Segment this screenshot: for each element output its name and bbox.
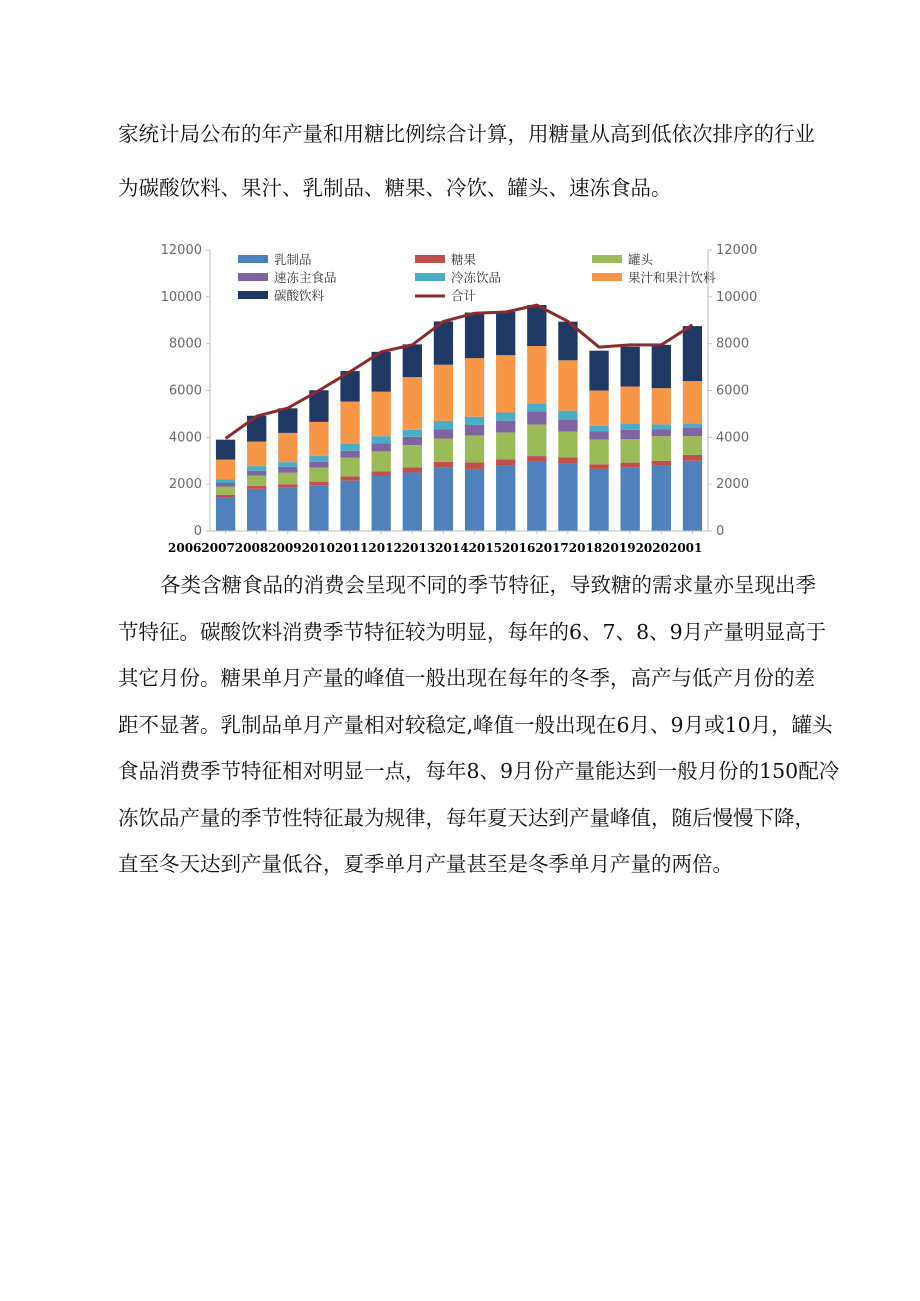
bar-segment (309, 468, 328, 482)
bar-segment (278, 484, 297, 487)
bar-segment (683, 423, 702, 428)
bar-segment (527, 403, 546, 411)
legend-label: 乳制品 (274, 252, 312, 267)
bar-segment (309, 482, 328, 486)
legend-item (238, 252, 312, 267)
bar-segment (465, 435, 484, 462)
bar-segment (683, 428, 702, 436)
legend-label: 糖果 (451, 252, 477, 267)
y-tick-label-left: 0 (193, 524, 202, 539)
bar-segment (496, 312, 515, 355)
bar-segment (527, 456, 546, 462)
bar-segment (247, 466, 266, 471)
bar-segment (558, 360, 577, 410)
bar-segment (247, 442, 266, 467)
chart-canvas (160, 238, 760, 558)
bar-segment (278, 473, 297, 485)
bar-segment (652, 429, 671, 436)
bar-segment (278, 488, 297, 531)
bar-segment (403, 430, 422, 437)
bar-segment (652, 388, 671, 424)
legend-swatch (238, 291, 268, 299)
text-line: 距不显著。乳制品单月产量相对较稳定,峰值一般出现在6月、9月或10月，罐头 (118, 712, 833, 737)
bar-segment (621, 387, 640, 424)
x-axis-year-labels: 2006200720082009201020112012201320142015201620172018201920202001 (168, 541, 703, 555)
y-tick-label-left: 8000 (168, 336, 202, 352)
text-line: 家统计局公布的年产量和用糖比例综合计算，用糖量从高到低依次排序的行业 (118, 122, 815, 146)
y-tick-label-right: 2000 (716, 477, 750, 493)
bar-segment (621, 463, 640, 468)
y-tick-label-left: 10000 (160, 289, 202, 305)
bar-segment (652, 436, 671, 461)
legend-item (592, 252, 654, 267)
bar-segment (309, 456, 328, 462)
text-line: 冻饮品产量的季节性特征最为规律，每年夏天达到产量峰值，随后慢慢下降， (118, 805, 815, 830)
bar-segment (652, 345, 671, 388)
bar-segment (403, 377, 422, 430)
bar-segment (372, 476, 391, 531)
legend-label: 速冻主食品 (274, 270, 337, 285)
bar-segment (589, 391, 608, 426)
bar-segment (527, 412, 546, 425)
bar-segment (527, 462, 546, 531)
bar-segment (247, 471, 266, 476)
legend-item (415, 270, 501, 285)
bar-segment (278, 467, 297, 473)
bar-segment (496, 413, 515, 421)
bar-segment (216, 497, 235, 531)
bar-segment (340, 444, 359, 451)
legend-swatch (415, 273, 445, 281)
bar-segment (434, 468, 453, 531)
bar-segment (340, 481, 359, 531)
bar-segment (278, 408, 297, 433)
bar-segment (247, 489, 266, 531)
bar-segment (340, 458, 359, 477)
bar-segment (683, 326, 702, 381)
bar-segment (652, 461, 671, 466)
legend-swatch (238, 255, 268, 263)
bar-segment (372, 471, 391, 476)
bar-segment (434, 421, 453, 429)
bar-segment (683, 436, 702, 455)
legend-item (592, 270, 716, 285)
bar-segment (558, 463, 577, 531)
text-line: 其它月份。糖果单月产量的峰值一般出现在每年的冬季，高产与低产月份的差 (118, 666, 815, 690)
y-tick-label-right: 0 (716, 524, 725, 539)
y-tick-label-right: 10000 (716, 289, 758, 305)
bar-segment (403, 344, 422, 377)
y-tick-label-left: 2000 (168, 477, 202, 493)
bar-segment (683, 381, 702, 423)
paragraph-sugar-ranking (118, 112, 818, 220)
y-tick-label-right: 8000 (716, 336, 750, 352)
y-tick-label-right: 12000 (716, 243, 758, 258)
bar-segment (403, 472, 422, 531)
bar-segment (558, 411, 577, 420)
bar-segment (372, 451, 391, 471)
legend-swatch (592, 273, 622, 281)
legend-label: 冷冻饮品 (451, 270, 502, 285)
text-line: 直至冬天达到产量低谷，夏季单月产量甚至是冬季单月产量的两倍。 (118, 852, 733, 876)
bar-segment (589, 469, 608, 531)
bar-segment (652, 465, 671, 531)
bar-segment (527, 424, 546, 456)
text-line: 各类含糖食品的消费会呈现不同的季节特征，导致糖的需求量亦呈现出季 (160, 573, 816, 597)
bar-segment (340, 476, 359, 480)
bar-segment (527, 305, 546, 346)
bar-segment (527, 346, 546, 403)
bar-segment (434, 429, 453, 438)
text-line: 为碳酸饮料、果汁、乳制品、糖果、冷饮、罐头、速冻食品。 (118, 176, 672, 200)
bar-segment (621, 430, 640, 439)
stacked-bar-chart (160, 238, 760, 558)
bar-segment (496, 459, 515, 465)
bar-segment (247, 486, 266, 489)
legend-item (238, 270, 337, 285)
bar-segment (465, 417, 484, 425)
legend-item (238, 288, 325, 303)
bar-segment (683, 461, 702, 531)
paragraph-seasonal-features (118, 562, 840, 888)
bar-segment (434, 439, 453, 462)
bar-segment (558, 457, 577, 463)
legend-label: 果汁和果汁饮料 (628, 270, 716, 285)
bar-segment (434, 365, 453, 421)
y-tick-label-left: 6000 (168, 383, 202, 399)
bar-segment (403, 445, 422, 467)
legend-swatch (238, 273, 268, 281)
bar-segment (465, 313, 484, 359)
bar-segment (372, 443, 391, 451)
bar-segment (340, 402, 359, 444)
bar-segment (216, 460, 235, 480)
bar-segment (496, 465, 515, 531)
y-tick-label-left: 4000 (168, 430, 202, 446)
bar-segment (465, 469, 484, 531)
bar-segment (621, 424, 640, 430)
bar-segment (465, 462, 484, 469)
bar-segment (403, 437, 422, 445)
bar-segment (589, 426, 608, 432)
bar-segment (589, 351, 608, 391)
bar-segment (309, 462, 328, 468)
y-tick-label-right: 4000 (716, 430, 750, 446)
bar-segment (465, 425, 484, 436)
bar-segment (216, 479, 235, 483)
bar-segment (558, 420, 577, 432)
bar-segment (558, 432, 577, 458)
bar-segment (372, 392, 391, 436)
bar-segment (683, 455, 702, 461)
bar-segment (621, 468, 640, 531)
legend-label: 合计 (451, 288, 477, 303)
bar-segment (247, 476, 266, 487)
text-line: 节特征。碳酸饮料消费季节特征较为明显，每年的6、7、8、9月产量明显高于 (118, 619, 827, 644)
legend-swatch (415, 255, 445, 263)
bar-segment (589, 431, 608, 439)
bar-segment (621, 347, 640, 387)
legend-item (415, 252, 477, 267)
legend-label: 罐头 (628, 252, 654, 267)
bar-segment (309, 422, 328, 456)
bar-segment (216, 487, 235, 495)
bar-segment (434, 462, 453, 468)
bar-segment (652, 424, 671, 429)
bar-segment (589, 464, 608, 469)
bar-segment (309, 485, 328, 531)
bar-segment (372, 436, 391, 443)
bar-segment (216, 495, 235, 497)
bar-segment (340, 451, 359, 458)
bar-segment (496, 421, 515, 433)
legend-swatch (592, 255, 622, 263)
bar-segment (621, 439, 640, 462)
bar-segment (403, 467, 422, 472)
legend-label: 碳酸饮料 (274, 288, 325, 303)
bar-segment (278, 462, 297, 467)
bar-segment (496, 432, 515, 459)
bar-segment (589, 440, 608, 465)
bar-segment (496, 355, 515, 412)
bar-segment (278, 433, 297, 462)
bar-segment (216, 440, 235, 460)
y-tick-label-right: 6000 (716, 383, 750, 399)
text-line: 食品消费季节特征相对明显一点，每年8、9月份产量能达到一般月份的150配冷 (118, 759, 840, 783)
bar-segment (465, 358, 484, 417)
bar-segment (216, 483, 235, 487)
y-tick-label-left: 12000 (160, 243, 202, 258)
legend-item-total (415, 288, 477, 303)
